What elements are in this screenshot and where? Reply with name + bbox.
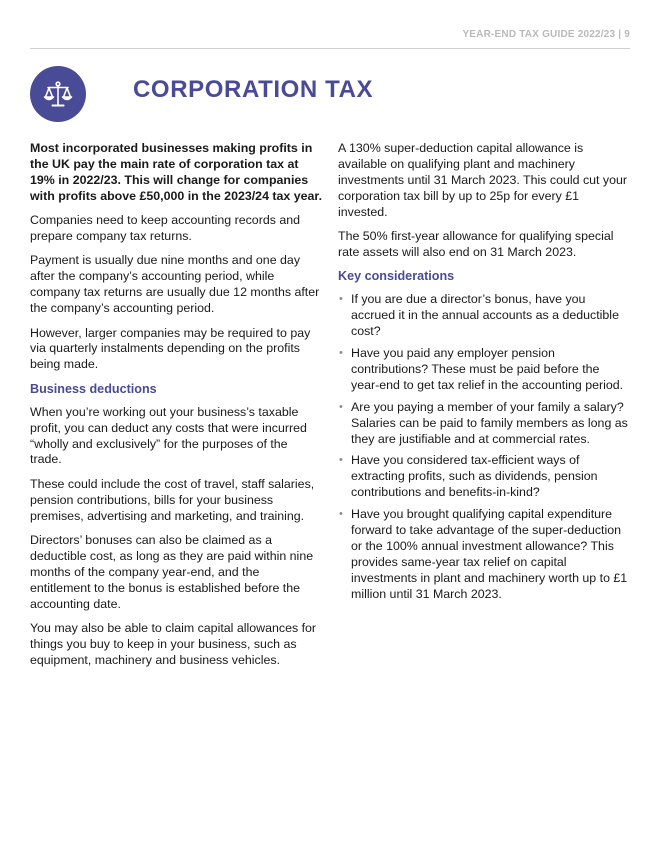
bullet-icon: • <box>339 293 343 306</box>
bullet-icon: • <box>339 508 343 521</box>
section-heading-business-deductions: Business deductions <box>30 381 157 396</box>
list-item <box>338 346 630 394</box>
list-item-text: Have you brought qualifying capital expenditure forward to take advantage of the super-deduction or the 100% annual investment allowance? This provides same-year tax relief on capital investments in plant and machinery worth up to £1 million until 31 March 2023. <box>351 507 628 601</box>
bullet-icon: • <box>339 346 343 359</box>
paragraph: Directors’ bonuses can also be claimed as a deductible cost, as long as they are paid within nine months of the company year-end, and the entitlement to the bonus is established before the accounting date. <box>30 533 314 611</box>
bullet-icon: • <box>339 454 343 467</box>
page-title: CORPORATION TAX <box>133 76 374 103</box>
bullet-icon: • <box>339 400 343 413</box>
paragraph: A 130% super-deduction capital allowance is available on qualifying plant and machinery investments until 31 March 2023. This could cut your corporation tax bill by up to 25p for every £1 invested. <box>338 141 628 219</box>
list-item <box>338 400 630 448</box>
intro-paragraph: Most incorporated businesses making profits in the UK pay the main rate of corporation tax at 19% in 2022/23. This will change for companies with profits above £50,000 in the 2023/24 tax year. <box>30 141 323 203</box>
list-item <box>338 453 630 501</box>
list-item <box>338 507 630 602</box>
paragraph: When you’re working out your business’s taxable profit, you can deduct any costs that were incurred “wholly and exclusively” for the purposes of the trade. <box>30 404 307 467</box>
paragraph: The 50% first-year allowance for qualifying special rate assets will also end on 31 March 2023. <box>338 229 614 259</box>
section-heading-key-considerations: Key considerations <box>338 269 455 284</box>
list-item-text: Are you paying a member of your family a salary? Salaries can be paid to family members as long as they are justifiable and at commercial rates. <box>351 399 628 446</box>
running-header: YEAR-END TAX GUIDE 2022/23 | 9 <box>462 29 630 40</box>
paragraph: Companies need to keep accounting records and prepare company tax returns. <box>30 213 301 244</box>
left-column <box>30 141 322 677</box>
paragraph: However, larger companies may be required to pay via quarterly instalments depending on the profits being made. <box>30 325 311 372</box>
list-item-text: Have you considered tax-efficient ways of extracting profits, such as dividends, pension contributions and benefits-in-kind? <box>351 453 598 500</box>
key-considerations-list <box>338 292 630 602</box>
paragraph: These could include the cost of travel, staff salaries, pension contributions, bills for your business premises, advertising and marketing, and training. <box>30 476 315 523</box>
paragraph: Payment is usually due nine months and one day after the company’s accounting period, while company tax returns are usually due 12 months after the company’s accounting period. <box>30 253 320 316</box>
list-item <box>338 292 630 340</box>
header-divider <box>30 48 630 49</box>
paragraph: You may also be able to claim capital allowances for things you buy to keep in your business, such as equipment, machinery and business vehicles. <box>30 621 317 667</box>
list-item-text: If you are due a director’s bonus, have you accrued it in the annual accounts as a deductible cost? <box>351 292 619 339</box>
scales-icon <box>30 66 86 122</box>
right-column <box>338 141 630 609</box>
list-item-text: Have you paid any employer pension contributions? These must be paid before the year-end to get tax relief in the accounting period. <box>351 345 624 392</box>
